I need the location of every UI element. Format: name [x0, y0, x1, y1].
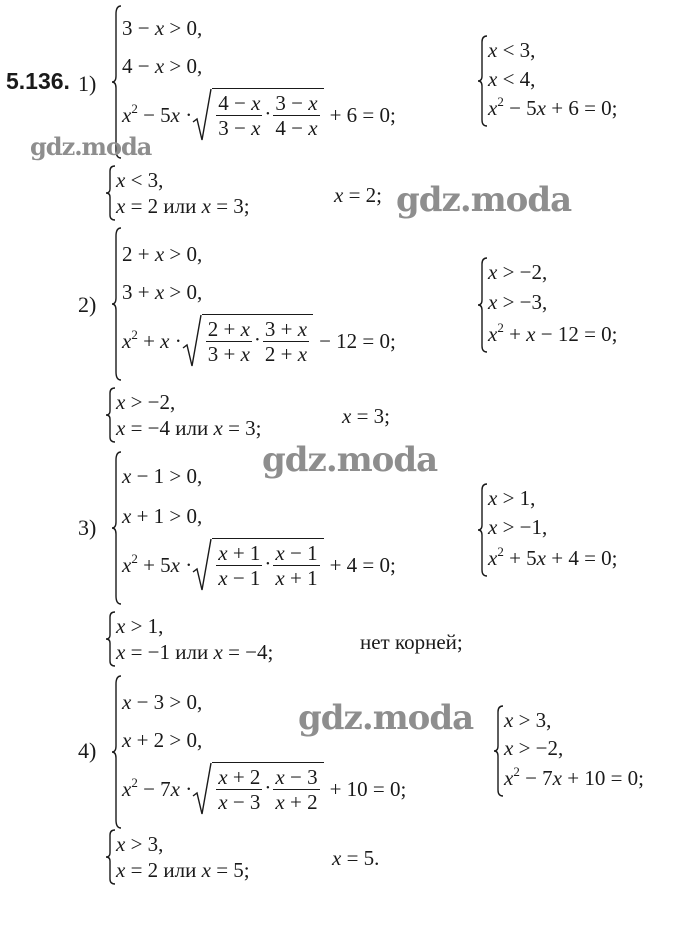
- brace-icon: [106, 830, 116, 884]
- part-2-condition-2: 3 + x > 0,: [122, 280, 203, 304]
- part-1-result-2: x < 4,: [488, 67, 536, 91]
- part-3-result-2: x > −1,: [488, 515, 548, 539]
- fraction-1-numerator: 2 + x: [207, 317, 250, 341]
- brace-icon: [494, 706, 504, 796]
- part-4-condition-1: x − 3 > 0,: [122, 690, 203, 714]
- brace-icon: [478, 258, 488, 352]
- fraction-1-numerator: x + 2: [218, 765, 261, 789]
- part-1-final-1: x < 3,: [116, 168, 164, 192]
- part-4-final-1: x > 3,: [116, 832, 164, 856]
- fraction-2-denominator: x + 2: [275, 790, 318, 814]
- part-3-eq-post: + 4 = 0;: [329, 553, 396, 577]
- part-1-result-3: $x^2 - 5x + 6 = 0$;: [488, 94, 618, 120]
- problem-number: 5.136.: [6, 68, 70, 94]
- part-1-final-system: [106, 166, 336, 220]
- brace-icon: [478, 36, 488, 126]
- part-1-result-system: [478, 36, 678, 126]
- part-1-condition-1: 3 − x > 0,: [122, 16, 203, 40]
- radical-sign-icon: [192, 762, 212, 816]
- fraction-1-numerator: 4 − x: [218, 91, 261, 115]
- radical: $\frac{x + 2}{x - 3}$ · $\frac{x - 3}{x + 2}$: [192, 762, 323, 816]
- fraction-2-numerator: 3 − x: [275, 91, 318, 115]
- part-3-result-1: x > 1,: [488, 486, 536, 510]
- brace-icon: [112, 228, 122, 380]
- part-2-result-3: $x^2 + x - 12 = 0$;: [488, 320, 618, 346]
- part-3-eq-pre: $x^2 + 5x$ ·: [122, 551, 193, 577]
- part-4-label: 4): [78, 738, 97, 763]
- part-4-eq-post: + 10 = 0;: [329, 777, 407, 801]
- part-4-condition-2: x + 2 > 0,: [122, 728, 203, 752]
- fraction-2-denominator: 4 − x: [275, 116, 318, 140]
- part-3-final-system: [106, 612, 356, 666]
- radical-sign-icon: [192, 88, 212, 142]
- radical: $\frac{4 - x}{3 - x}$ · $\frac{3 - x}{4 - x}$: [192, 88, 323, 142]
- brace-icon: [106, 388, 116, 442]
- part-2-equation: [122, 314, 396, 368]
- part-3-final-1: x > 1,: [116, 614, 164, 638]
- part-3-equation: [122, 538, 396, 592]
- fraction-2-denominator: 2 + x: [264, 342, 308, 366]
- brace-icon: [478, 484, 488, 576]
- part-3-label: 3): [78, 515, 97, 540]
- brace-icon: [112, 676, 122, 828]
- part-3-answer: нет корней;: [360, 630, 463, 654]
- part-3-condition-1: x − 1 > 0,: [122, 464, 203, 488]
- fraction-1-denominator: x − 3: [218, 790, 261, 814]
- brace-icon: [106, 166, 116, 220]
- part-2-eq-post: − 12 = 0;: [319, 329, 396, 353]
- part-3-condition-2: x + 1 > 0,: [122, 504, 203, 528]
- part-1-eq-pre: $x^2 - 5x$ ·: [122, 101, 193, 127]
- part-4-result-system: [494, 706, 689, 796]
- radical-sign-icon: [192, 538, 212, 592]
- fraction-1-denominator: 3 + x: [207, 342, 250, 366]
- part-1-final-2: x = 2 или x = 3;: [116, 194, 250, 218]
- part-4-eq-pre: $x^2 - 7x$ ·: [122, 775, 193, 801]
- brace-icon: [106, 612, 116, 666]
- part-2-system: [112, 228, 472, 380]
- radical-sign-icon: [182, 314, 202, 368]
- part-1-eq-post: + 6 = 0;: [329, 103, 396, 127]
- part-2-condition-1: 2 + x > 0,: [122, 242, 203, 266]
- watermark: gdz.moda: [396, 180, 572, 220]
- part-2-result-system: [478, 258, 678, 352]
- radical: $\frac{2 + x}{3 + x}$ · $\frac{3 + x}{2 + x}$: [182, 314, 313, 368]
- part-2-eq-pre: $x^2 + x$ ·: [122, 327, 182, 353]
- part-2-final-2: x = −4 или x = 3;: [116, 416, 262, 440]
- fraction-2-denominator: x + 1: [275, 566, 318, 590]
- part-2-final-1: x > −2,: [116, 390, 176, 414]
- part-4-final-system: [106, 830, 336, 884]
- part-3-result-system: [478, 484, 678, 576]
- part-2-final-system: [106, 388, 346, 442]
- part-3-final-2: x = −1 или x = −4;: [116, 640, 274, 664]
- part-1-condition-2: 4 − x > 0,: [122, 54, 203, 78]
- fraction-2-numerator: x − 1: [275, 541, 318, 565]
- part-4-result-1: x > 3,: [504, 708, 552, 732]
- part-2-result-1: x > −2,: [488, 260, 548, 284]
- watermark: gdz.moda: [298, 698, 474, 738]
- fraction-1-denominator: 3 − x: [218, 116, 261, 140]
- part-1-label: 1): [78, 71, 97, 96]
- radical: $\frac{x + 1}{x - 1}$ · $\frac{x - 1}{x + 1}$: [192, 538, 323, 592]
- part-1-system: [112, 6, 472, 158]
- part-4-answer: x = 5.: [332, 846, 380, 870]
- part-4-final-2: x = 2 или x = 5;: [116, 858, 250, 882]
- fraction-2-numerator: 3 + x: [264, 317, 308, 341]
- part-2-result-2: x > −3,: [488, 290, 548, 314]
- part-4-result-2: x > −2,: [504, 736, 564, 760]
- fraction-2-numerator: x − 3: [275, 765, 318, 789]
- part-1-equation: [122, 88, 396, 142]
- part-2-answer: x = 3;: [342, 404, 391, 428]
- part-1-result-1: x < 3,: [488, 38, 536, 62]
- brace-icon: [112, 452, 122, 604]
- watermark: gdz.moda: [30, 132, 152, 161]
- fraction-1-numerator: x + 1: [218, 541, 261, 565]
- part-2-label: 2): [78, 292, 97, 317]
- part-3-result-3: $x^2 + 5x + 4 = 0$;: [488, 544, 618, 570]
- part-4-equation: [122, 762, 406, 816]
- part-4-result-3: $x^2 - 7x + 10 = 0$;: [504, 764, 645, 790]
- fraction-1-denominator: x − 1: [218, 566, 261, 590]
- watermark: gdz.moda: [262, 440, 438, 480]
- part-1-answer: x = 2;: [334, 183, 383, 207]
